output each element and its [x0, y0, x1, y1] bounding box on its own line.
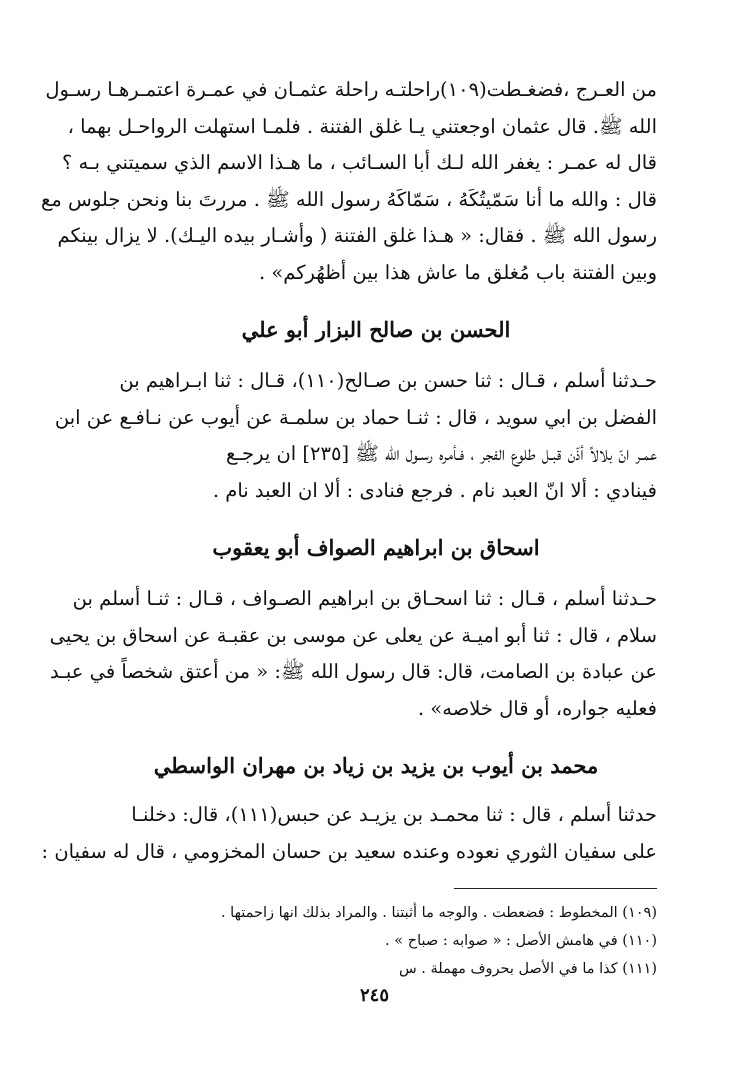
text-line: قال : والله ما أنا سَمّيتُكَهُ ، سَمّاكَهُ رسول الله ﷺ . مررتَ بنا ونحن جلوس مع	[41, 187, 657, 211]
footnote: (١٠٩) المخطوط : فضعطت . والوجه ما أثبتنا . والمراد بذلك انها زاحمتها .	[220, 905, 657, 921]
text-line: فعليه جواره، أو قال خلاصه» .	[417, 696, 657, 720]
footnotes	[95, 899, 657, 983]
text-line: وبين الفتنة باب مُغلق ما عاش هذا بين أظهُركم» .	[258, 260, 657, 284]
text-line: على سفيان الثوري نعوده وعنده سعيد بن حسان المخزومي ، قال له سفيان :	[41, 839, 657, 863]
text-line: قال له عمـر : يغفر الله لـك أبا السـائب ، ما هـذا الاسم الذي سميتني بـه ؟	[61, 151, 657, 174]
text-line: فينادي : ألا انّ العبد نام . فرجع فنادى : ألا ان العبد نام .	[212, 478, 657, 502]
text-line: من العـرج ،فضغـطت(١٠٩)راحلتـه راحلة عثمـان في عمـرة اعتمـرهـا رسـول	[45, 78, 657, 101]
text-line: الفضل بن ابي سويد ، قال : ثنـا حماد بن سلمـة عن أيوب عن نـافـع عن ابن	[54, 405, 657, 429]
section-paragraph	[41, 797, 657, 870]
text-line: رسول الله ﷺ . فقال: « هـذا غلق الفتنة ( وأشـار بيده اليـك). لا يزال بينكم	[57, 224, 657, 247]
section-paragraph	[54, 363, 657, 509]
section-heading: الحسن بن صالح البزار أبو علي	[241, 317, 511, 342]
page-number: ٢٤٥	[359, 985, 389, 1006]
section-heading: محمد بن أيوب بن يزيد بن زياد بن مهران الواسطي	[153, 753, 599, 778]
text-line: الله ﷺ. قال عثمان اوجعتني يـا غلق الفتنة . فلمـا استهلت الرواحـل بهما ،	[67, 114, 657, 138]
footnote: (١١١) كذا ما في الأصل بحروف مهملة . س	[398, 961, 657, 977]
text-line: حدثنا أسلم ، قال : ثنا محمـد بن يزيـد عن حبس(١١١)، قال: دخلنـا	[131, 803, 657, 826]
intro-paragraph	[41, 72, 657, 291]
section-paragraph	[49, 581, 657, 727]
text-line: عن عبادة بن الصامت، قال: قال رسول الله ﷺ: « من أعتق شخصاً في عبـد	[49, 660, 657, 683]
footnote: (١١٠) في هامش الأصل : « صوابه : صباح » .	[385, 933, 657, 949]
section-heading: اسحاق بن ابراهيم الصواف أبو يعقوب	[212, 535, 540, 560]
text-line: سلام ، قال : ثنا أبو اميـة عن يعلى عن موسى بن عقبـة عن اسحاق بن يحيى	[49, 623, 657, 647]
footnote-divider	[454, 888, 657, 889]
text-line: حـدثنا أسلم ، قـال : ثنا حسن بن صـالح(١١٠)، قـال : ثنا ابـراهيم بن	[119, 369, 657, 392]
text-line: عمـر انّ بلالاً أذّن قبـل طلوع الفجر ، فـأمره رسـول الله ﷺ [٢٣٥] ان يرجـع	[225, 442, 657, 465]
text-line: حـدثنا أسلم ، قـال : ثنا اسحـاق بن ابراهيم الصـواف ، قـال : ثنـا أسلم بن	[72, 587, 657, 610]
